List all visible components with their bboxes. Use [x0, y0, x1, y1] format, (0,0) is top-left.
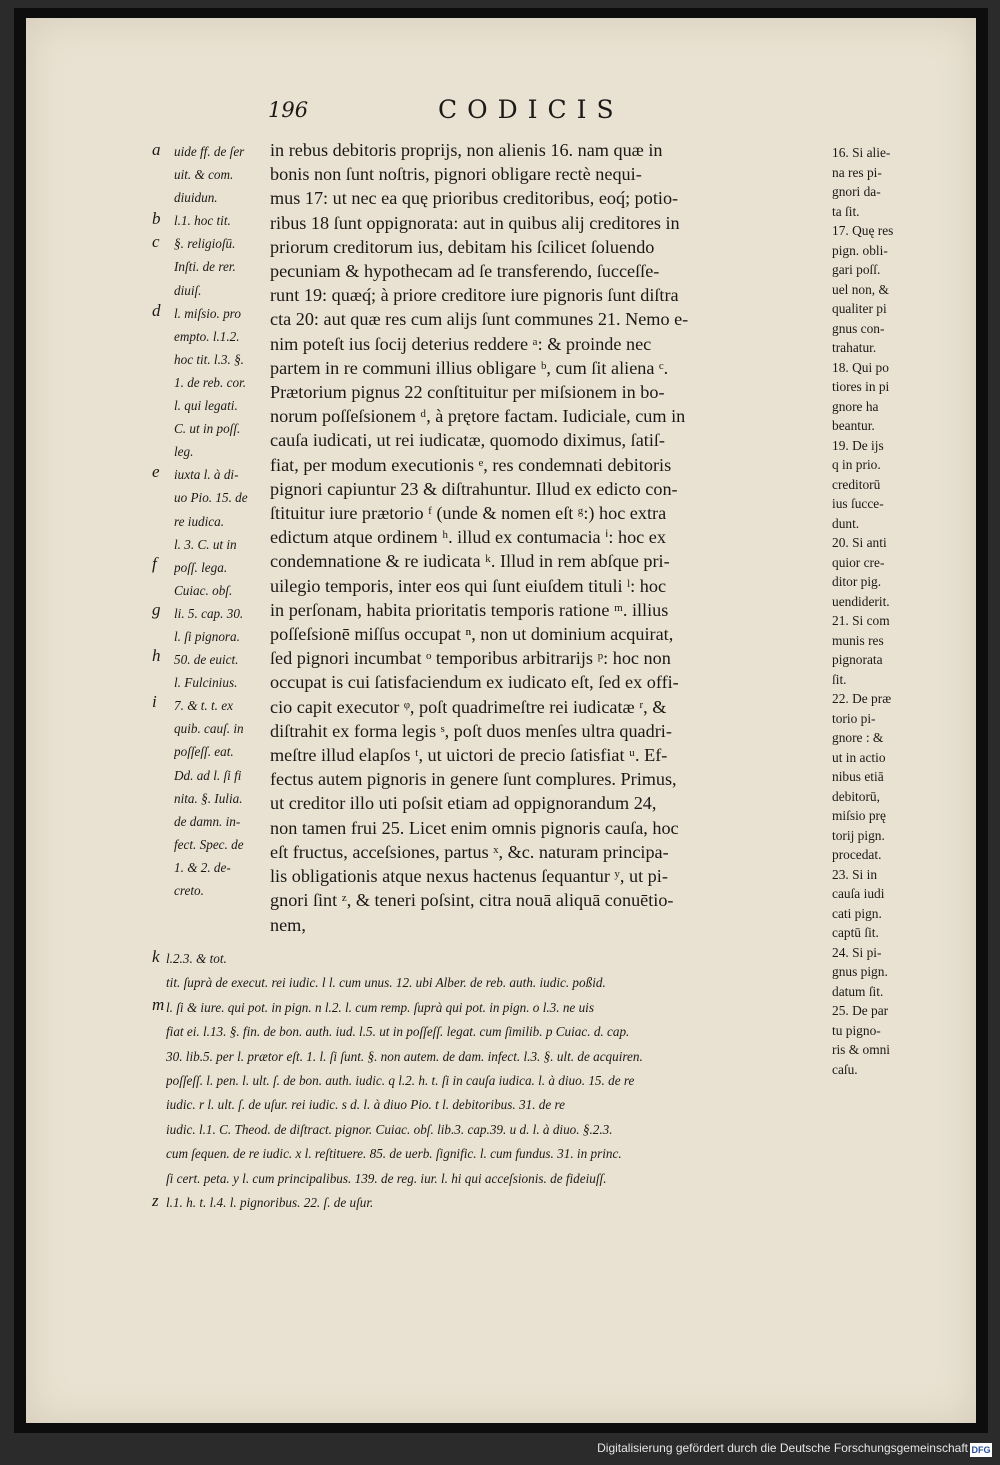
footnote-line: iudic. l.1. C. Theod. de diſtract. pignor. Cuiac. obſ. lib.3. cap.39. u d. l. à diuo. §.2.3.	[166, 1121, 613, 1137]
body-line: mus 17: ut nec ea quę prioribus creditoribus, eoq́; potio-	[270, 188, 679, 209]
body-line: eſt fructus, acceſsiones, partus ˣ, &c. naturam principa-	[270, 841, 669, 862]
body-line: cio capit executor ᵠ, poſt quadrimeſtre rei iudicatæ ʳ, &	[270, 696, 667, 717]
footnotes	[166, 947, 826, 1215]
footnote-line: poſſeſſ. l. pen. l. ult. ſ. de bon. auth. iudic. q l.2. h. t. ſi in cauſa iudica. l. à diuo. 15. de re	[166, 1073, 635, 1089]
right-note-line: 23. Si in	[832, 866, 878, 882]
body-line: ut creditor illo uti poſsit etiam ad oppignorandum 24,	[270, 793, 657, 814]
left-note-line: 7. & t. t. ex	[174, 698, 233, 714]
left-note-line: l.1. hoc tit.	[174, 213, 231, 229]
left-marginal-notes	[174, 140, 278, 902]
body-line: meſtre illud elapſos ᵗ, ut uictori de precio ſatisfiat ᵘ. Ef-	[270, 745, 668, 766]
right-note-line: ut in actio	[832, 749, 886, 765]
right-note-line: ditor pig.	[832, 574, 882, 589]
left-note-line: 1. & 2. de-	[174, 859, 231, 875]
footnote-line: cum ſequen. de re iudic. x l. reſtituere. 85. de uerb. ſignific. l. cum fundus. 31. in princ.	[166, 1146, 622, 1162]
left-note-line: leg.	[174, 444, 194, 460]
right-note-line: procedat.	[832, 847, 882, 862]
body-line: lis obligationis atque nexus hactenus ſequantur ʸ, ut pi-	[270, 866, 668, 887]
body-line: ribus 18 ſunt oppignorata: aut in quibus alij creditores in	[270, 212, 680, 233]
note-letter: c	[152, 232, 160, 251]
right-note-line: torio pi-	[832, 710, 876, 726]
left-note-line: de damn. in-	[174, 813, 241, 829]
body-line: diſtrahit ex forma legis ˢ, poſt duos menſes ultra quadri-	[270, 720, 672, 741]
body-line: non tamen frui 25. Licet enim omnis pignoris cauſa, hoc	[270, 817, 679, 838]
note-letter: a	[152, 140, 161, 159]
left-note-line: creto.	[174, 883, 204, 898]
right-note-line: debitorū,	[832, 788, 880, 804]
left-note-line: li. 5. cap. 30.	[174, 605, 244, 621]
right-note-line: dunt.	[832, 515, 860, 531]
left-note-line: uit. & com.	[174, 167, 234, 183]
right-marginal-summaries	[832, 143, 936, 1079]
footnote-line: l. ſi & iure. qui pot. in pign. n l.2. l. cum remp. ſuprà qui pot. in pign. o l.3. ne uis	[166, 999, 594, 1015]
right-note-line: 25. De par	[832, 1003, 889, 1018]
right-note-line: miſsio prę	[832, 808, 886, 823]
right-note-line: 22. De præ	[832, 691, 892, 706]
footnote-line: tit. ſuprà de execut. rei iudic. l l. cum unus. 12. ubi Alber. de reb. auth. iudic. poßid.	[166, 975, 606, 991]
left-note-line: l. 3. C. ut in	[174, 536, 237, 552]
main-text	[270, 138, 822, 937]
body-line: ſed pignori incumbat ᵒ temporibus arbitrarijs ᵖ: hoc non	[270, 648, 671, 669]
body-line: occupat is cui ſatisfaciendum ex iudicato eſt, ſed ex offi-	[270, 672, 679, 693]
right-note-line: pignorata	[832, 652, 883, 667]
left-note-line: hoc tit. l.3. §.	[174, 351, 244, 367]
right-note-line: na res pi-	[832, 164, 882, 180]
body-line: cta 20: aut quæ res cum alijs ſunt communes 21. Nemo e-	[270, 309, 689, 330]
right-note-line: cati pign.	[832, 905, 882, 921]
left-note-line: l. Fulcinius.	[174, 675, 238, 691]
left-note-line: re iudica.	[174, 513, 225, 529]
left-note-line: poſſeſſ. eat.	[174, 744, 234, 760]
right-note-line: q in prio.	[832, 457, 881, 472]
body-line: runt 19: quæq́; à priore creditore iure pignoris ſunt diſtra	[270, 285, 679, 306]
left-note-line: Cuiac. obſ.	[174, 582, 233, 598]
body-line: gnori ſint ᶻ, & teneri poſsint, citra nouā aliquā conuētio-	[270, 890, 674, 911]
right-note-line: cauſa iudi	[832, 886, 885, 901]
right-note-line: ta ſit.	[832, 203, 860, 219]
note-letter: f	[152, 554, 157, 573]
right-note-line: qualiter pi	[832, 301, 887, 316]
right-note-line: gnus pign.	[832, 964, 888, 979]
right-note-line: ius ſucce-	[832, 496, 884, 511]
left-note-line: diuidun.	[174, 190, 218, 206]
right-note-line: gari poſſ.	[832, 262, 881, 277]
note-letter: b	[152, 209, 161, 228]
right-note-line: ris & omni	[832, 1042, 891, 1057]
body-line: pecuniam & hypothecam ad ſe transferendo, ſucceſſe-	[270, 261, 660, 282]
footnote-line: ſi cert. peta. y l. cum principalibus. 139. de reg. iur. l. hi qui acceſsionis. de fideiuſſ.	[166, 1170, 607, 1186]
body-line: Prætorium pignus 22 conſtituitur per miſsionem in bo-	[270, 382, 665, 403]
page-number: 196	[268, 98, 309, 122]
right-note-line: 18. Qui po	[832, 359, 889, 375]
note-letter: d	[152, 301, 161, 320]
right-note-line: tu pigno-	[832, 1022, 881, 1038]
left-note-line: l. qui legati.	[174, 398, 238, 414]
left-note-line: 1. de reb. cor.	[174, 374, 247, 390]
right-note-line: gnore ha	[832, 398, 879, 414]
body-line: uilegio temporis, inter eos qui ſunt eiuſdem tituli ˡ: hoc	[270, 575, 667, 596]
body-line: in perſonam, habita prioritatis temporis ratione ᵐ. illius	[270, 599, 669, 620]
right-note-line: uendiderit.	[832, 593, 890, 609]
footnote-letter: z	[152, 1191, 159, 1210]
right-note-line: 21. Si com	[832, 613, 890, 628]
body-line: nim poteſt ius ſocij deterius reddere ᵃ: & proinde nec	[270, 333, 652, 354]
footnote-line: fiat ei. l.13. §. fin. de bon. auth. iud. l.5. ut in poſſeſſ. legat. cum ſimilib. p Cuiac. d. cap.	[166, 1024, 630, 1040]
right-note-line: 16. Si alie-	[832, 145, 891, 160]
right-note-line: 19. De ijs	[832, 437, 884, 453]
right-note-line: tiores in pi	[832, 379, 890, 394]
right-note-line: 20. Si anti	[832, 535, 887, 550]
right-note-line: munis res	[832, 632, 884, 648]
left-note-line: diuiſ.	[174, 282, 202, 298]
left-note-line: C. ut in poſſ.	[174, 421, 241, 437]
right-note-line: pign. obli-	[832, 242, 888, 258]
body-line: partem in re communi illius obligare ᵇ, cum ſit aliena ᶜ.	[270, 357, 669, 378]
left-note-line: 50. de euict.	[174, 652, 239, 668]
note-letter: i	[152, 692, 157, 711]
right-note-line: gnore : &	[832, 730, 884, 745]
left-note-line: uide ff. de ſer	[174, 144, 245, 159]
body-line: in rebus debitoris proprijs, non alienis 16. nam quæ in	[270, 140, 663, 160]
right-note-line: quior cre-	[832, 554, 885, 570]
right-note-line: 17. Quę res	[832, 223, 894, 238]
right-note-line: datum ſit.	[832, 983, 884, 999]
body-line: ſtituitur iure prætorio ᶠ (unde & nomen eſt ᵍ:) hoc extra	[270, 503, 667, 524]
note-letter: h	[152, 646, 161, 665]
footnote-letter: m	[152, 995, 165, 1014]
body-line: nem,	[270, 914, 306, 935]
body-line: bonis non ſunt noſtris, pignori obligare rectè nequi-	[270, 164, 642, 185]
footnote-letter: k	[152, 947, 160, 966]
right-note-line: caſu.	[832, 1061, 858, 1077]
body-line: norum poſſeſsionem ᵈ, à prętore factam. Iudiciale, cum in	[270, 406, 686, 427]
right-note-line: creditorū	[832, 476, 881, 492]
left-note-line: iuxta l. à di-	[174, 467, 239, 483]
footnote-line: 30. lib.5. per l. prætor eſt. 1. l. ſi ſunt. §. non autem. de dam. infect. l.3. §. ult. de acquiren.	[166, 1048, 643, 1064]
digitization-credit: Digitalisierung gefördert durch die Deutsche Forschungsgemeinschaft	[597, 1441, 968, 1455]
right-note-line: torij pign.	[832, 827, 885, 843]
right-note-line: uel non, &	[832, 281, 889, 297]
right-note-line: trahatur.	[832, 340, 877, 355]
note-letter: g	[152, 600, 161, 619]
footnote-line: iudic. r l. ult. ſ. de uſur. rei iudic. s d. l. à diuo Pio. t l. debitoribus. 31. de re	[166, 1097, 566, 1113]
left-note-line: empto. l.1.2.	[174, 328, 240, 344]
left-note-line: l. miſsio. pro	[174, 305, 241, 321]
footnote-line: l.1. h. t. l.4. l. pignoribus. 22. ſ. de uſur.	[166, 1195, 374, 1211]
right-note-line: beantur.	[832, 418, 875, 433]
note-letter: e	[152, 462, 160, 481]
left-note-line: Dd. ad l. ſi fi	[174, 767, 242, 783]
dfg-logo: DFG	[971, 1445, 991, 1455]
running-head: CODICIS	[438, 95, 624, 124]
body-line: priorum creditorum ius, debitam his ſcilicet ſoluendo	[270, 236, 655, 257]
body-line: fiat, per modum executionis ᵉ, res condemnati debitoris	[270, 454, 672, 475]
right-note-line: 24. Si pi-	[832, 944, 882, 960]
body-line: pignori capiuntur 23 & diſtrahuntur. Illud ex edicto con-	[270, 478, 678, 499]
left-note-line: poſſ. lega.	[174, 559, 228, 575]
body-line: cauſa iudicati, ut rei iudicatæ, quomodo diximus, ſatiſ-	[270, 430, 665, 451]
body-line: fectus autem pignoris in genere ſunt complures. Primus,	[270, 769, 677, 790]
body-line: poſſeſsionē miſſus occupat ⁿ, non ut dominium acquirat,	[270, 624, 674, 645]
right-note-line: ſit.	[832, 671, 847, 687]
left-note-line: uo Pio. 15. de	[174, 490, 248, 506]
left-note-line: nita. §. Iulia.	[174, 790, 243, 806]
footnote-line: l.2.3. & tot.	[166, 951, 227, 966]
right-note-line: nibus etiā	[832, 769, 884, 784]
left-note-line: Inſti. de rer.	[174, 259, 236, 275]
body-line: condemnatione & re iudicata ᵏ. Illud in rem abſque pri-	[270, 551, 670, 572]
right-note-line: captū ſit.	[832, 925, 879, 940]
left-note-line: l. ſi pignora.	[174, 628, 240, 644]
left-note-line: quib. cauſ. in	[174, 721, 244, 737]
right-note-line: gnori da-	[832, 184, 881, 199]
left-note-line: §. religioſū.	[174, 236, 236, 252]
body-line: edictum atque ordinem ʰ. illud ex contumacia ⁱ: hoc ex	[270, 527, 666, 548]
left-note-line: fect. Spec. de	[174, 836, 244, 852]
right-note-line: gnus con-	[832, 320, 885, 336]
